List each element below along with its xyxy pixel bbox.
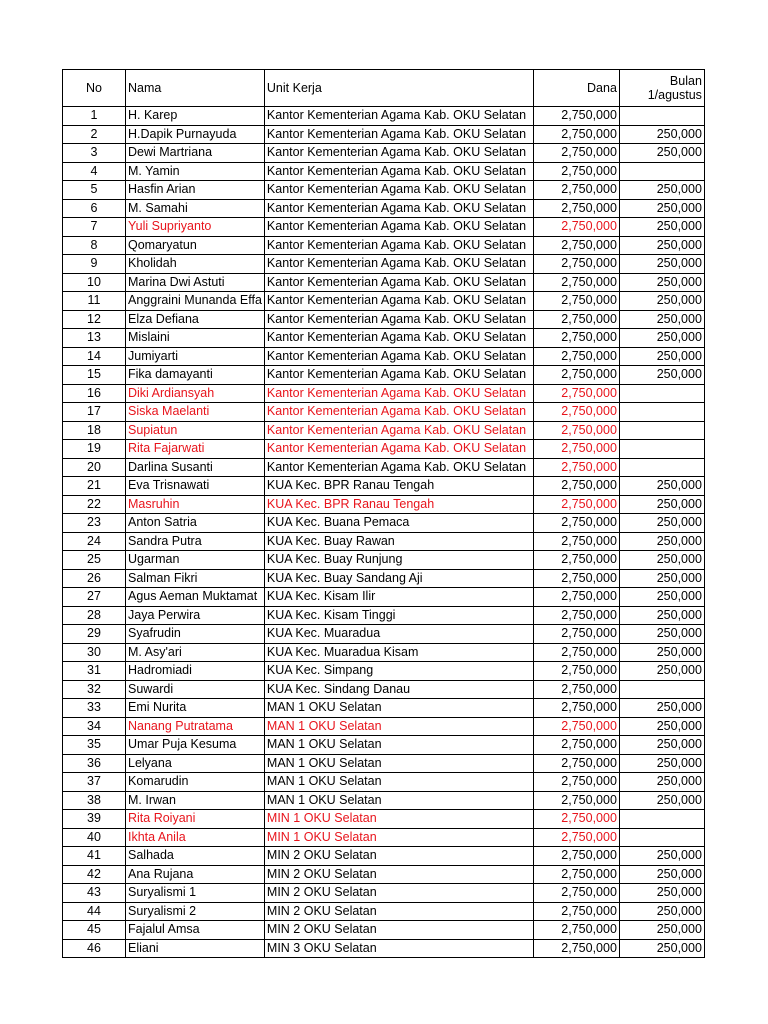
table-row (63, 902, 705, 921)
cell-unit-kerja: Kantor Kementerian Agama Kab. OKU Selatan (264, 125, 533, 144)
cell-unit-kerja: Kantor Kementerian Agama Kab. OKU Selatan (264, 347, 533, 366)
cell-bulan: 250,000 (619, 643, 704, 662)
cell-dana: 2,750,000 (533, 310, 619, 329)
cell-dana: 2,750,000 (533, 662, 619, 681)
cell-dana: 2,750,000 (533, 366, 619, 385)
cell-dana: 2,750,000 (533, 329, 619, 348)
cell-bulan (619, 421, 704, 440)
cell-dana: 2,750,000 (533, 921, 619, 940)
cell-no: 20 (63, 458, 126, 477)
table-row (63, 218, 705, 237)
cell-no: 25 (63, 551, 126, 570)
cell-unit-kerja: Kantor Kementerian Agama Kab. OKU Selatan (264, 310, 533, 329)
cell-no: 33 (63, 699, 126, 718)
cell-bulan: 250,000 (619, 865, 704, 884)
table-row (63, 199, 705, 218)
table-row (63, 292, 705, 311)
cell-dana: 2,750,000 (533, 403, 619, 422)
table-row (63, 699, 705, 718)
table-row (63, 773, 705, 792)
table-row (63, 366, 705, 385)
cell-unit-kerja: KUA Kec. Muaradua (264, 625, 533, 644)
table-row (63, 255, 705, 274)
cell-no: 44 (63, 902, 126, 921)
cell-no: 6 (63, 199, 126, 218)
cell-bulan: 250,000 (619, 347, 704, 366)
cell-unit-kerja: Kantor Kementerian Agama Kab. OKU Selatan (264, 107, 533, 126)
table-row (63, 514, 705, 533)
cell-no: 39 (63, 810, 126, 829)
table-row (63, 403, 705, 422)
cell-bulan: 250,000 (619, 532, 704, 551)
table-row (63, 717, 705, 736)
cell-dana: 2,750,000 (533, 125, 619, 144)
table-row (63, 939, 705, 958)
cell-unit-kerja: KUA Kec. Buay Rawan (264, 532, 533, 551)
cell-unit-kerja: Kantor Kementerian Agama Kab. OKU Selatan (264, 366, 533, 385)
table-row (63, 144, 705, 163)
cell-bulan: 250,000 (619, 754, 704, 773)
header-bulan-text: Bulan 1/agustus (647, 74, 702, 102)
cell-unit-kerja: MIN 2 OKU Selatan (264, 865, 533, 884)
cell-dana: 2,750,000 (533, 107, 619, 126)
cell-nama: Darlina Susanti (126, 458, 265, 477)
cell-nama: Yuli Supriyanto (126, 218, 265, 237)
header-dana: Dana (533, 70, 619, 107)
cell-unit-kerja: Kantor Kementerian Agama Kab. OKU Selatan (264, 236, 533, 255)
cell-dana: 2,750,000 (533, 551, 619, 570)
cell-no: 46 (63, 939, 126, 958)
cell-no: 19 (63, 440, 126, 459)
cell-no: 22 (63, 495, 126, 514)
cell-bulan: 250,000 (619, 477, 704, 496)
header-no: No (63, 70, 126, 107)
cell-bulan: 250,000 (619, 902, 704, 921)
cell-unit-kerja: Kantor Kementerian Agama Kab. OKU Selatan (264, 421, 533, 440)
cell-bulan (619, 384, 704, 403)
cell-no: 1 (63, 107, 126, 126)
cell-nama: Salman Fikri (126, 569, 265, 588)
cell-nama: Siska Maelanti (126, 403, 265, 422)
cell-bulan: 250,000 (619, 921, 704, 940)
cell-bulan (619, 162, 704, 181)
table-row (63, 810, 705, 829)
cell-nama: Suryalismi 2 (126, 902, 265, 921)
table-row (63, 680, 705, 699)
cell-dana: 2,750,000 (533, 440, 619, 459)
cell-nama: H. Karep (126, 107, 265, 126)
cell-nama: Supiatun (126, 421, 265, 440)
cell-unit-kerja: KUA Kec. Buay Runjung (264, 551, 533, 570)
cell-no: 12 (63, 310, 126, 329)
table-row (63, 477, 705, 496)
cell-bulan (619, 828, 704, 847)
header-row (63, 70, 705, 107)
cell-dana: 2,750,000 (533, 884, 619, 903)
cell-dana: 2,750,000 (533, 255, 619, 274)
cell-bulan: 250,000 (619, 144, 704, 163)
cell-bulan: 250,000 (619, 662, 704, 681)
cell-no: 31 (63, 662, 126, 681)
cell-unit-kerja: KUA Kec. Buay Sandang Aji (264, 569, 533, 588)
table-row (63, 551, 705, 570)
cell-nama: Mislaini (126, 329, 265, 348)
cell-bulan: 250,000 (619, 699, 704, 718)
cell-unit-kerja: MAN 1 OKU Selatan (264, 773, 533, 792)
cell-nama: Eva Trisnawati (126, 477, 265, 496)
table-row (63, 921, 705, 940)
cell-dana: 2,750,000 (533, 717, 619, 736)
cell-nama: Agus Aeman Muktamat (126, 588, 265, 607)
table-row (63, 458, 705, 477)
table-row (63, 569, 705, 588)
cell-bulan: 250,000 (619, 791, 704, 810)
cell-unit-kerja: Kantor Kementerian Agama Kab. OKU Selatan (264, 440, 533, 459)
cell-unit-kerja: Kantor Kementerian Agama Kab. OKU Selatan (264, 384, 533, 403)
table-row (63, 643, 705, 662)
cell-dana: 2,750,000 (533, 347, 619, 366)
cell-unit-kerja: MIN 3 OKU Selatan (264, 939, 533, 958)
cell-nama: Rita Roiyani (126, 810, 265, 829)
cell-nama: Komarudin (126, 773, 265, 792)
cell-unit-kerja: MAN 1 OKU Selatan (264, 754, 533, 773)
cell-no: 23 (63, 514, 126, 533)
table-row (63, 181, 705, 200)
table-row (63, 865, 705, 884)
cell-nama: M. Asy'ari (126, 643, 265, 662)
cell-nama: Syafrudin (126, 625, 265, 644)
cell-unit-kerja: MIN 2 OKU Selatan (264, 847, 533, 866)
cell-unit-kerja: KUA Kec. Kisam Ilir (264, 588, 533, 607)
cell-unit-kerja: Kantor Kementerian Agama Kab. OKU Selatan (264, 403, 533, 422)
cell-no: 40 (63, 828, 126, 847)
cell-nama: Fajalul Amsa (126, 921, 265, 940)
table-row (63, 310, 705, 329)
cell-dana: 2,750,000 (533, 181, 619, 200)
cell-unit-kerja: MAN 1 OKU Selatan (264, 736, 533, 755)
cell-no: 9 (63, 255, 126, 274)
cell-bulan: 250,000 (619, 181, 704, 200)
cell-dana: 2,750,000 (533, 699, 619, 718)
cell-bulan (619, 403, 704, 422)
cell-dana: 2,750,000 (533, 847, 619, 866)
cell-nama: M. Samahi (126, 199, 265, 218)
cell-unit-kerja: Kantor Kementerian Agama Kab. OKU Selatan (264, 181, 533, 200)
cell-unit-kerja: KUA Kec. Sindang Danau (264, 680, 533, 699)
cell-no: 10 (63, 273, 126, 292)
table-row (63, 532, 705, 551)
cell-unit-kerja: Kantor Kementerian Agama Kab. OKU Selatan (264, 292, 533, 311)
cell-no: 42 (63, 865, 126, 884)
cell-nama: Anggraini Munanda Effa (126, 292, 265, 311)
table-row (63, 662, 705, 681)
table-row (63, 107, 705, 126)
cell-dana: 2,750,000 (533, 680, 619, 699)
cell-dana: 2,750,000 (533, 144, 619, 163)
cell-no: 11 (63, 292, 126, 311)
cell-bulan: 250,000 (619, 125, 704, 144)
cell-no: 14 (63, 347, 126, 366)
cell-bulan (619, 458, 704, 477)
cell-no: 3 (63, 144, 126, 163)
cell-bulan: 250,000 (619, 255, 704, 274)
table-row (63, 736, 705, 755)
cell-nama: H.Dapik Purnayuda (126, 125, 265, 144)
table-row (63, 828, 705, 847)
cell-nama: Umar Puja Kesuma (126, 736, 265, 755)
cell-bulan: 250,000 (619, 273, 704, 292)
cell-bulan: 250,000 (619, 551, 704, 570)
table-row (63, 588, 705, 607)
cell-unit-kerja: MAN 1 OKU Selatan (264, 717, 533, 736)
cell-dana: 2,750,000 (533, 773, 619, 792)
cell-unit-kerja: KUA Kec. Buana Pemaca (264, 514, 533, 533)
table-row (63, 495, 705, 514)
cell-dana: 2,750,000 (533, 421, 619, 440)
table-row (63, 273, 705, 292)
cell-unit-kerja: KUA Kec. Muaradua Kisam (264, 643, 533, 662)
cell-bulan (619, 810, 704, 829)
cell-no: 18 (63, 421, 126, 440)
cell-dana: 2,750,000 (533, 791, 619, 810)
cell-nama: Elza Defiana (126, 310, 265, 329)
cell-no: 43 (63, 884, 126, 903)
cell-nama: Kholidah (126, 255, 265, 274)
cell-nama: Jaya Perwira (126, 606, 265, 625)
cell-nama: Jumiyarti (126, 347, 265, 366)
cell-unit-kerja: MAN 1 OKU Selatan (264, 699, 533, 718)
cell-dana: 2,750,000 (533, 606, 619, 625)
cell-no: 38 (63, 791, 126, 810)
cell-dana: 2,750,000 (533, 292, 619, 311)
cell-dana: 2,750,000 (533, 902, 619, 921)
cell-dana: 2,750,000 (533, 514, 619, 533)
cell-nama: Diki Ardiansyah (126, 384, 265, 403)
cell-no: 26 (63, 569, 126, 588)
cell-nama: Suryalismi 1 (126, 884, 265, 903)
cell-no: 13 (63, 329, 126, 348)
cell-bulan: 250,000 (619, 588, 704, 607)
cell-bulan: 250,000 (619, 884, 704, 903)
cell-dana: 2,750,000 (533, 532, 619, 551)
cell-nama: Ikhta Anila (126, 828, 265, 847)
cell-nama: Dewi Martriana (126, 144, 265, 163)
cell-bulan (619, 107, 704, 126)
table-row (63, 421, 705, 440)
cell-no: 24 (63, 532, 126, 551)
cell-dana: 2,750,000 (533, 810, 619, 829)
cell-unit-kerja: MIN 2 OKU Selatan (264, 921, 533, 940)
table-row (63, 162, 705, 181)
cell-no: 29 (63, 625, 126, 644)
cell-no: 28 (63, 606, 126, 625)
cell-no: 7 (63, 218, 126, 237)
cell-dana: 2,750,000 (533, 477, 619, 496)
cell-no: 36 (63, 754, 126, 773)
table-row (63, 625, 705, 644)
cell-unit-kerja: Kantor Kementerian Agama Kab. OKU Selatan (264, 218, 533, 237)
cell-bulan: 250,000 (619, 717, 704, 736)
cell-nama: Sandra Putra (126, 532, 265, 551)
table-row (63, 440, 705, 459)
cell-no: 32 (63, 680, 126, 699)
cell-no: 45 (63, 921, 126, 940)
table-row (63, 754, 705, 773)
cell-bulan: 250,000 (619, 606, 704, 625)
cell-no: 5 (63, 181, 126, 200)
cell-unit-kerja: MIN 2 OKU Selatan (264, 884, 533, 903)
table-row (63, 236, 705, 255)
cell-unit-kerja: MIN 1 OKU Selatan (264, 828, 533, 847)
cell-nama: Nanang Putratama (126, 717, 265, 736)
cell-bulan: 250,000 (619, 199, 704, 218)
cell-bulan: 250,000 (619, 236, 704, 255)
cell-nama: Masruhin (126, 495, 265, 514)
cell-unit-kerja: MIN 1 OKU Selatan (264, 810, 533, 829)
cell-unit-kerja: Kantor Kementerian Agama Kab. OKU Selatan (264, 273, 533, 292)
cell-bulan: 250,000 (619, 773, 704, 792)
cell-dana: 2,750,000 (533, 162, 619, 181)
cell-nama: Lelyana (126, 754, 265, 773)
cell-dana: 2,750,000 (533, 458, 619, 477)
cell-nama: M. Irwan (126, 791, 265, 810)
cell-unit-kerja: Kantor Kementerian Agama Kab. OKU Selatan (264, 329, 533, 348)
cell-unit-kerja: KUA Kec. Simpang (264, 662, 533, 681)
cell-unit-kerja: KUA Kec. Kisam Tinggi (264, 606, 533, 625)
cell-no: 4 (63, 162, 126, 181)
cell-no: 30 (63, 643, 126, 662)
cell-bulan: 250,000 (619, 366, 704, 385)
cell-no: 15 (63, 366, 126, 385)
cell-unit-kerja: KUA Kec. BPR Ranau Tengah (264, 495, 533, 514)
cell-no: 37 (63, 773, 126, 792)
table-row (63, 791, 705, 810)
cell-no: 2 (63, 125, 126, 144)
cell-bulan: 250,000 (619, 736, 704, 755)
cell-unit-kerja: KUA Kec. BPR Ranau Tengah (264, 477, 533, 496)
table-row (63, 847, 705, 866)
cell-nama: Ugarman (126, 551, 265, 570)
cell-unit-kerja: Kantor Kementerian Agama Kab. OKU Selatan (264, 162, 533, 181)
cell-dana: 2,750,000 (533, 236, 619, 255)
cell-dana: 2,750,000 (533, 384, 619, 403)
cell-dana: 2,750,000 (533, 865, 619, 884)
cell-bulan: 250,000 (619, 218, 704, 237)
cell-no: 16 (63, 384, 126, 403)
header-bulan (619, 70, 704, 107)
cell-unit-kerja: Kantor Kementerian Agama Kab. OKU Selatan (264, 199, 533, 218)
table-row (63, 329, 705, 348)
cell-nama: Hasfin Arian (126, 181, 265, 200)
cell-unit-kerja: Kantor Kementerian Agama Kab. OKU Selatan (264, 458, 533, 477)
cell-bulan (619, 680, 704, 699)
cell-bulan: 250,000 (619, 495, 704, 514)
table-row (63, 347, 705, 366)
cell-nama: Salhada (126, 847, 265, 866)
cell-bulan: 250,000 (619, 310, 704, 329)
cell-bulan: 250,000 (619, 514, 704, 533)
cell-dana: 2,750,000 (533, 939, 619, 958)
cell-dana: 2,750,000 (533, 569, 619, 588)
cell-dana: 2,750,000 (533, 273, 619, 292)
cell-bulan: 250,000 (619, 329, 704, 348)
cell-bulan: 250,000 (619, 939, 704, 958)
cell-dana: 2,750,000 (533, 754, 619, 773)
cell-nama: Fika damayanti (126, 366, 265, 385)
cell-dana: 2,750,000 (533, 588, 619, 607)
header-nama: Nama (126, 70, 265, 107)
cell-unit-kerja: Kantor Kementerian Agama Kab. OKU Selatan (264, 255, 533, 274)
cell-dana: 2,750,000 (533, 625, 619, 644)
cell-nama: Emi Nurita (126, 699, 265, 718)
cell-nama: Rita Fajarwati (126, 440, 265, 459)
data-table (62, 69, 705, 958)
cell-bulan: 250,000 (619, 292, 704, 311)
cell-no: 8 (63, 236, 126, 255)
cell-no: 17 (63, 403, 126, 422)
cell-no: 41 (63, 847, 126, 866)
cell-dana: 2,750,000 (533, 828, 619, 847)
cell-unit-kerja: MIN 2 OKU Selatan (264, 902, 533, 921)
cell-bulan (619, 440, 704, 459)
cell-nama: Ana Rujana (126, 865, 265, 884)
cell-dana: 2,750,000 (533, 199, 619, 218)
cell-bulan: 250,000 (619, 847, 704, 866)
cell-nama: M. Yamin (126, 162, 265, 181)
cell-dana: 2,750,000 (533, 495, 619, 514)
cell-nama: Qomaryatun (126, 236, 265, 255)
table-row (63, 384, 705, 403)
cell-unit-kerja: Kantor Kementerian Agama Kab. OKU Selatan (264, 144, 533, 163)
cell-bulan: 250,000 (619, 625, 704, 644)
cell-nama: Suwardi (126, 680, 265, 699)
cell-nama: Marina Dwi Astuti (126, 273, 265, 292)
table-row (63, 125, 705, 144)
table-row (63, 606, 705, 625)
cell-dana: 2,750,000 (533, 218, 619, 237)
cell-no: 34 (63, 717, 126, 736)
header-unit-kerja: Unit Kerja (264, 70, 533, 107)
cell-bulan: 250,000 (619, 569, 704, 588)
cell-dana: 2,750,000 (533, 643, 619, 662)
cell-no: 27 (63, 588, 126, 607)
cell-no: 21 (63, 477, 126, 496)
cell-unit-kerja: MAN 1 OKU Selatan (264, 791, 533, 810)
table-row (63, 884, 705, 903)
cell-nama: Eliani (126, 939, 265, 958)
cell-dana: 2,750,000 (533, 736, 619, 755)
cell-nama: Anton Satria (126, 514, 265, 533)
cell-no: 35 (63, 736, 126, 755)
cell-nama: Hadromiadi (126, 662, 265, 681)
